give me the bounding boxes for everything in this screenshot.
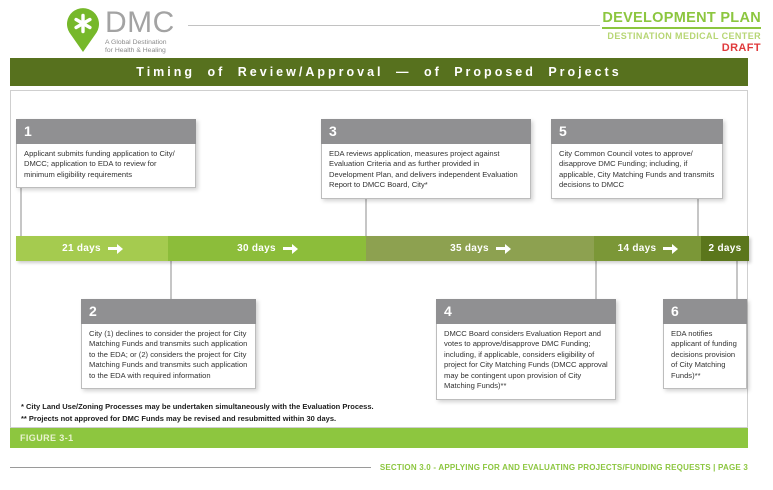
logo-tagline [105,39,175,56]
header-divider-line [188,25,600,26]
brand-wordmark: DMC [105,6,175,39]
figure-label: FIGURE 3-1 [20,433,74,443]
timeline-segment-14-days [594,236,701,261]
diagram-title-bar [10,58,748,86]
step-1-number: 1 [16,119,196,144]
step-3-text: EDA reviews application, measures project against Evaluation Criteria and as further provided in Development Plan, and delivers independent Evaluation Report to DMCC Board, City* [321,144,531,199]
connector-line-step4 [595,261,597,303]
segment-21-days-label: 21 days [62,243,101,254]
timeline-segment-21-days [16,236,168,261]
right-arrow-icon [283,247,292,250]
step-box-6 [663,299,747,389]
right-arrow-icon [663,247,672,250]
step-4-number: 4 [436,299,616,324]
connector-line-step6 [736,261,738,303]
footer-divider-line [10,467,371,468]
segment-30-days-label: 30 days [237,243,276,254]
step-box-3 [321,119,531,199]
timeline-segment-30-days [168,236,366,261]
logo-text-block [105,8,175,56]
right-arrow-icon [496,247,505,250]
development-plan-title: DEVELOPMENT PLAN [602,10,761,29]
step-2-number: 2 [81,299,256,324]
figure-caption-bar [10,428,748,448]
header-title-block [602,9,761,54]
step-box-4 [436,299,616,400]
timeline-segment-2-days [701,236,749,261]
step-5-text: City Common Council votes to approve/ disapprove DMC Funding; including, if applicable, City Matching Funds and transmits decisions to DMCC [551,144,723,199]
page-footer [10,463,748,472]
diagram-title: Timing of Review/Approval — of Proposed Projects [136,65,622,79]
step-2-text: City (1) declines to consider the project for City Matching Funds and transmits such application to the EDA; or (2) considers the project for City Matching Funds and transmits such application to the EDA with required information [81,324,256,389]
timeline-bar [16,236,749,261]
diagram-panel [10,90,748,428]
step-3-number: 3 [321,119,531,144]
logo-tagline-line1: A Global Destination [105,39,167,46]
page-header [0,0,773,56]
step-5-number: 5 [551,119,723,144]
segment-2-days-label: 2 days [708,243,742,254]
step-1-text: Applicant submits funding application to City/ DMCC; application to EDA to review for minimum eligibility requirements [16,144,196,188]
footer-text: SECTION 3.0 - APPLYING FOR AND EVALUATING PROJECTS/FUNDING REQUESTS | PAGE 3 [379,463,748,472]
right-arrow-icon [108,247,117,250]
footnote-double-asterisk: ** Projects not approved for DMC Funds may be revised and resubmitted within 30 days. [21,414,337,423]
step-box-1 [16,119,196,188]
dmc-logo [64,8,175,57]
logo-tagline-line2: for Health & Healing [105,47,166,55]
timeline-segment-35-days [366,236,594,261]
draft-badge: DRAFT [721,42,761,54]
footnote-asterisk: * City Land Use/Zoning Processes may be undertaken simultaneously with the Evaluation Process. [21,402,374,411]
footnotes [21,401,374,425]
step-box-2 [81,299,256,389]
destination-medical-center-subtitle: DESTINATION MEDICAL CENTER [607,31,761,41]
step-6-text: EDA notifies applicant of funding decisions provision of City Matching Funds)** [663,324,747,389]
segment-14-days-label: 14 days [617,243,657,254]
map-pin-asterisk-icon [64,8,102,57]
step-4-text: DMCC Board considers Evaluation Report and votes to approve/disapprove DMC Funding; including, if applicable, considers eligibility of project for City Matching Funds (DMCC approval may be contingent upon provision of City Matching Funds)** [436,324,616,400]
segment-35-days-label: 35 days [450,243,489,254]
connector-line-step2 [170,261,172,303]
step-box-5 [551,119,723,199]
step-6-number: 6 [663,299,747,324]
